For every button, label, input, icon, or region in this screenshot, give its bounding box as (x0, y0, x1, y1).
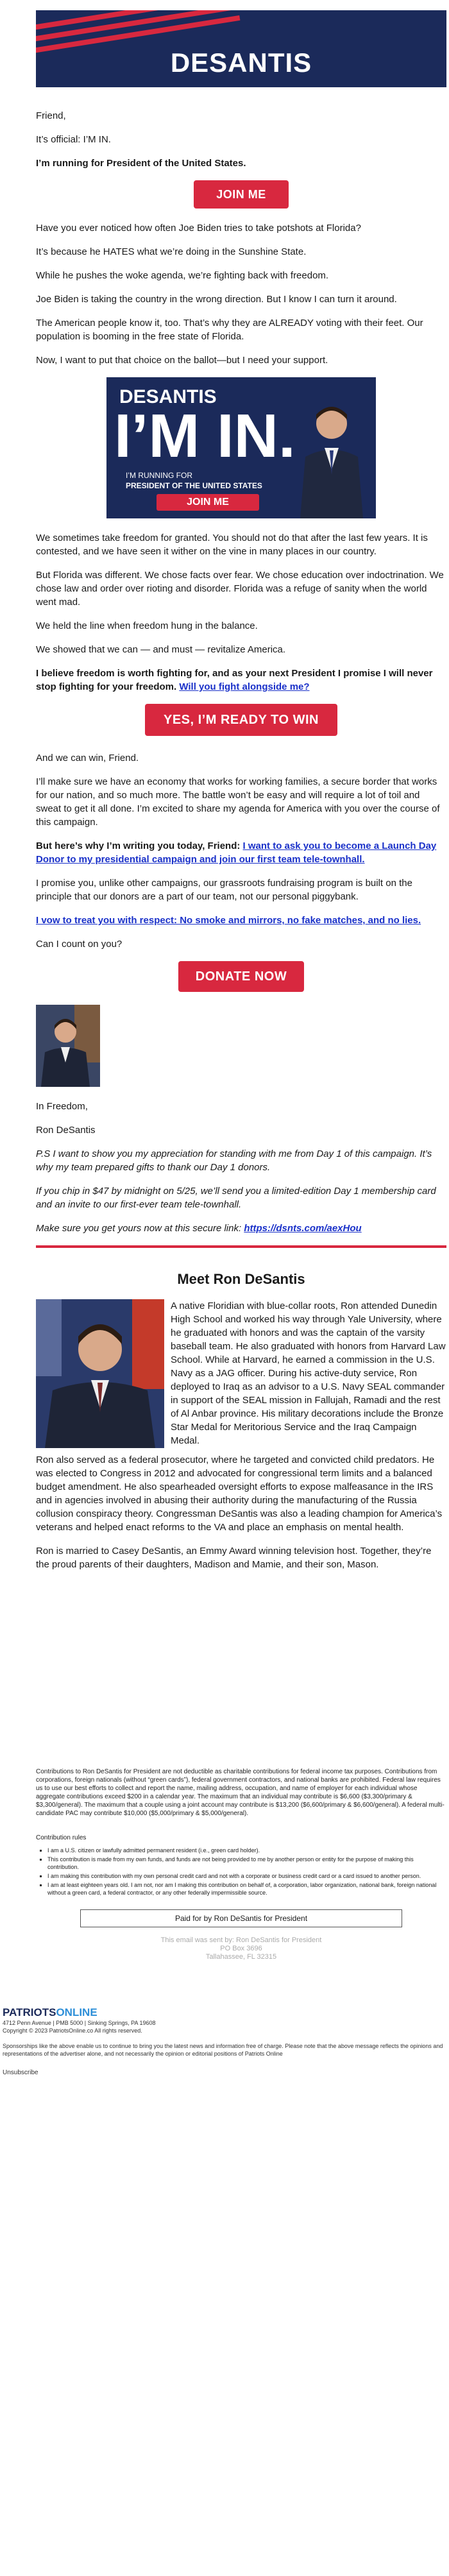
desantis-portrait-large (36, 1299, 164, 1448)
footer-address: 4712 Penn Avenue | PMB 5000 | Sinking Springs, PA 19608 (3, 2020, 156, 2026)
paragraph: It’s because he HATES what we’re doing in the Sunshine State. (36, 246, 307, 257)
portrait-image (36, 1005, 100, 1087)
freedom-text: I believe freedom is worth fighting for, and as your next President I promise I will never stop fighting for your freedom. (36, 668, 433, 692)
donate-now-button[interactable]: DONATE NOW (178, 961, 304, 992)
fine-print: Contributions to Ron DeSantis for President are not deductible as charitable contributions for federal income tax purposes. Contributions from corporations, foreign nationals (without “green cards”), federal government contractors, and national banks are prohibited. Federal law requires us to use our best efforts to collect and report the name, mailing address, occupation, and name of employer for each individual whose aggregate contributions exceed $200 in a calendar year. The maximum that an individual may contribute is $6,600 ($3,300/primary & $3,300/general). The maximum that a couple using a joint account may contribute is $13,200 ($6,600/primary & $6,600/general). A federal multi-candidate PAC may contribute $10,000 ($5,000/primary & $5,000/general). (36, 1768, 445, 1817)
paragraph: We sometimes take freedom for granted. You should not do that after the last few years. It is contested, and we have seen it wither on the vine in many places in our country. (36, 533, 428, 557)
paragraph: Now, I want to put that choice on the ballot—but I need your support. (36, 355, 328, 366)
rule-item: ▪ I am making this contribution with my own personal credit card and not with a corporate or business credit card or a card issued to another person. (47, 1872, 446, 1880)
logo-part: ONLINE (56, 2006, 97, 2018)
postscript-text: Make sure you get yours now at this secure link: (36, 1223, 244, 1234)
paragraph: The American people know it, too. That’s why they are ALREADY voting with their feet. Our population is booming in the free state of Florida. (36, 318, 423, 342)
footer-copyright: Copyright © 2023 PatriotsOnline.co All rights reserved. (3, 2027, 142, 2034)
paragraph: But Florida was different. We chose facts over fear. We chose education over indoctrination. We chose law and order over rioting and disorder. Florida was a refuge of sanity when the world went mad. (36, 570, 444, 608)
paragraph: I’ll make sure we have an economy that works for working families, a secure border that works for our nation, and so much more. The battle won’t be easy and will require a lot of toil and sweat to get it all done. I’m excited to share my agenda for America with you over the course of this campaign. (36, 776, 440, 828)
launch-day-paragraph (36, 839, 446, 866)
banner-join-button[interactable]: JOIN ME (157, 494, 259, 511)
join-me-button[interactable]: JOIN ME (194, 180, 289, 209)
meet-title: Meet Ron DeSantis (177, 1271, 305, 1287)
respect-paragraph (36, 914, 446, 927)
portrait-image (36, 1299, 164, 1448)
paragraph: And we can win, Friend. (36, 753, 139, 763)
signature: Ron DeSantis (36, 1125, 96, 1136)
launch-day-donor-link[interactable]: I want to ask you to become a Launch Day Donor to my presidential campaign and join our first team tele-townhall. (36, 840, 437, 865)
paragraph: Can I count on you? (36, 939, 123, 950)
fight-alongside-link[interactable]: Will you fight alongside me? (179, 681, 310, 692)
paragraph: Have you ever noticed how often Joe Biden tries to take potshots at Florida? (36, 223, 361, 234)
sent-by-line: This email was sent by: Ron DeSantis for President (160, 1936, 322, 1944)
rules-title: Contribution rules (36, 1834, 87, 1841)
divider (36, 1245, 446, 1248)
patriots-online-logo[interactable] (3, 2006, 449, 2019)
paid-for-box: Paid for by Ron DeSantis for President (80, 1909, 402, 1927)
sent-by (36, 1936, 446, 1961)
sent-by-line: PO Box 3696 (220, 1945, 262, 1952)
banner-headline: I’M IN. (114, 402, 296, 470)
footer-disclaimer: Sponsorships like the above enable us to continue to bring you the latest news and information free of charge. Please note that the above message reflects the opinions and representations of the advertiser alone, and not necessarily the opinion or editorial positions of Patriots Online (3, 2043, 443, 2057)
paragraph: We showed that we can — and must — revitalize America. (36, 644, 286, 655)
im-in-banner-image[interactable] (106, 377, 376, 518)
postscript: If you chip in $47 by midnight on 5/25, we’ll send you a limited-edition Day 1 membership card and an invite to our first-ever team tele-townhall. (36, 1186, 436, 1210)
banner-subtitle-bold: PRESIDENT OF THE UNITED STATES (126, 481, 262, 490)
respect-vow-link[interactable]: I vow to treat you with respect: No smoke and mirrors, no fake matches, and no lies. (36, 915, 421, 926)
paragraph: We held the line when freedom hung in the balance. (36, 620, 258, 631)
red-stripe (36, 10, 240, 45)
freedom-paragraph (36, 667, 446, 694)
footer (0, 2006, 449, 2076)
ready-to-win-button[interactable]: YES, I’M READY TO WIN (145, 704, 337, 736)
paragraph: I promise you, unlike other campaigns, our grassroots fundraising program is built on the principle that our donors are a part of our team, not our personal piggybank. (36, 878, 412, 902)
announcement: I’m running for President of the United States. (36, 158, 246, 169)
bio-section (36, 1299, 446, 1447)
desantis-logo: DESANTIS (170, 47, 312, 78)
email-body (36, 10, 446, 1961)
paragraph: While he pushes the woke agenda, we’re fighting back with freedom. (36, 270, 329, 281)
launch-day-text: But here’s why I’m writing you today, Friend: (36, 840, 243, 851)
secure-link[interactable]: https://dsnts.com/aexHou (244, 1223, 362, 1234)
bio-paragraph: A native Floridian with blue-collar roots, Ron attended Dunedin High School and worked his way through Yale University, where he graduated with honors and was the captain of the varsity baseball team. He also graduated with honors from Harvard Law School. While at Harvard, he earned a commission in the U.S. Navy as a JAG officer. During his active-duty service, Ron deployed to Iraq as an advisor to a U.S. Navy SEAL commander in support of the SEAL mission in Fallujah, Ramadi and the rest of Al Anbar province. His military decorations include the Bronze Star Medal for Meritorious Service and the Iraq Campaign Medal. (171, 1301, 446, 1446)
desantis-portrait-small (36, 1005, 100, 1087)
person-photo (296, 393, 367, 518)
rule-item: ▪ This contribution is made from my own funds, and funds are not being provided to me by another person or entity for the purpose of making this contribution. (47, 1855, 446, 1871)
unsubscribe-link[interactable]: Unsubscribe (3, 2069, 38, 2076)
sent-by-line: Tallahassee, FL 32315 (205, 1953, 277, 1961)
banner-subtitle: I’M RUNNING FOR (126, 471, 192, 480)
bio-paragraph: Ron is married to Casey DeSantis, an Emmy Award winning television host. Together, they’re the proud parents of their daughters, Madison and Mamie, and their son, Mason. (36, 1546, 432, 1570)
signoff: In Freedom, (36, 1101, 88, 1112)
rule-item: ▪ I am a U.S. citizen or lawfully admitted permanent resident (i.e., green card holder). (47, 1847, 446, 1854)
paragraph: It’s official: I’M IN. (36, 134, 111, 145)
postscript: P.S I want to show you my appreciation for standing with me from Day 1 of this campaign. It’s why my team prepared gifts to thank our Day 1 donors. (36, 1148, 432, 1173)
contribution-rules-list (36, 1847, 446, 1897)
greeting: Friend, (36, 110, 66, 121)
postscript-link-line (36, 1222, 446, 1235)
banner-logo: DESANTIS (119, 386, 217, 407)
logo-part: PATRIOTS (3, 2006, 56, 2018)
bio-paragraph: Ron also served as a federal prosecutor, where he targeted and convicted child predators. He was elected to Congress in 2012 and advocated for congressional term limits and a balanced budget amendment. He also spearheaded oversight efforts to expose malfeasance in the IRS and in agencies involved in abusing their authority during the manufacturing of the Russia collusion conspiracy theory. Congressman DeSantis was also a leading champion for America’s veterans and helped enact reforms to the VA and place an emphasis on mental health. (36, 1454, 443, 1533)
paragraph: Joe Biden is taking the country in the wrong direction. But I know I can turn it around. (36, 294, 397, 305)
header-banner (36, 10, 446, 87)
rule-item: ▪ I am at least eighteen years old. I am not, nor am I making this contribution on behalf of, a corporation, labor organization, national bank, foreign national without a green card, a federal contractor, or any other federally impermissible source. (47, 1881, 446, 1897)
